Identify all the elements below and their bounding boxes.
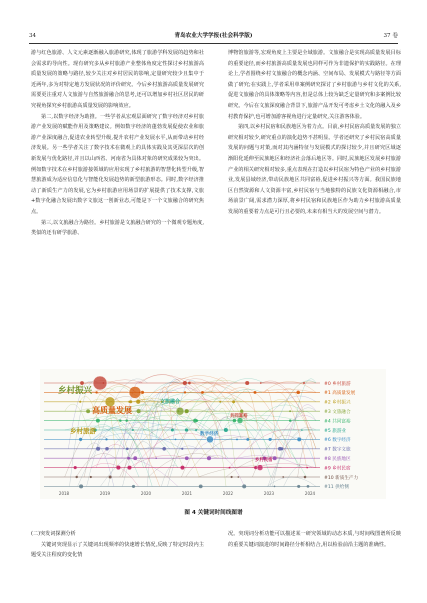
year-label: 2024 [304, 491, 316, 496]
keyword-node-major [129, 386, 141, 398]
keyword-node [95, 391, 97, 393]
keyword-node [246, 438, 249, 441]
keyword-node [233, 419, 236, 422]
keyword-node [254, 391, 257, 394]
keyword-label: 乡村民宿 [255, 458, 273, 463]
cluster-label: #10 新质生产力 [324, 475, 359, 481]
keyword-node [307, 485, 310, 488]
cluster-label: #4 共同富裕 [324, 419, 351, 425]
keyword-node [183, 381, 187, 385]
cluster-label: #1 高质量发展 [324, 391, 356, 397]
year-label: 2022 [222, 491, 234, 496]
keyword-node [296, 391, 300, 395]
bottom-left-column [31, 529, 204, 561]
header-rule [29, 43, 398, 44]
right-column [228, 48, 401, 218]
section-heading: (二)突发词探测分析 [31, 531, 76, 537]
keyword-node-major [176, 407, 184, 415]
keyword-node [195, 429, 197, 431]
keyword-node [240, 410, 243, 413]
keyword-node [219, 401, 221, 403]
left-column [31, 48, 204, 239]
keyword-node [229, 467, 231, 469]
paragraph: 博物馆旅游等,宏观角度上主要是全域旅游。文旅融合是实现高质量发展目标的重要途径,而乡村旅游高质量发展也同样可作为非遗保护的实践路径。在理论上,学者围绕乡村文旅融合的概念内涵、空间布局、发展模式与路径等方面做了研究;在实践上,学者采用单案例研究探讨了乡村旅游与乡村文化的关系,促进文旅融合的具体策略等内容,但是总体上较为缺乏定量研究和多案例比较研究。今后在文旅深度融合背景下,旅游产品开发可考虑乡土文化的融入及乡村教育保护,也可增加游客视角进行定量研究,关注游客体验。 [228, 50, 401, 120]
keyword-node [128, 401, 130, 403]
keyword-node [224, 428, 228, 432]
keyword-node [237, 476, 239, 478]
keyword-node [127, 457, 130, 460]
cluster-label: #7 数字文旅 [324, 447, 351, 453]
keyword-timeline-figure [40, 369, 386, 499]
keyword-node [75, 476, 77, 478]
keyword-node [301, 429, 303, 431]
keyword-node [297, 485, 300, 488]
keyword-node [105, 438, 107, 440]
keyword-node [207, 456, 211, 460]
keyword-node [184, 391, 186, 393]
journal-title: 青岛农业大学学报(社会科学版) [174, 33, 253, 39]
keyword-node [126, 447, 129, 450]
keyword-node [232, 400, 235, 403]
keyword-node [155, 457, 157, 459]
keyword-node [242, 484, 246, 488]
cluster-label: #9 乡村民宿 [324, 466, 351, 472]
volume-number: 37 卷 [383, 33, 398, 39]
keyword-label: 高质量发展 [92, 406, 132, 415]
keyword-node [274, 486, 276, 488]
keyword-node [193, 419, 197, 423]
keyword-node [185, 409, 189, 413]
keyword-node [181, 448, 183, 450]
keyword-node [125, 419, 128, 422]
year-label: 2020 [140, 491, 152, 496]
paragraph: 游与红色旅游、人文元素逐渐融入旅游研究,体现了旅游学科发展的趋势和社会需求的导向性。现有研究多从乡村旅游产业整体角度定性探讨乡村旅游高质量发展的策略与路径,较少关注对乡村居民的影响,定量研究较少且集中于近两年,多为对特定地方发展状况的评价研究。今后乡村旅游高质量发展研究需要更注重对人文旅游与自然旅游融合的思考,还可以增加乡村社区居民的研究视角探究乡村旅游高质量发展的影响效应。 [31, 50, 204, 109]
paragraph: 第四,以乡村民宿和民族地区为着力点。目前,乡村民宿高质量发展的独立研究相对较少,研究重点的演化趋势不甚明显。学者还研究了乡村民宿高质量发展的问题与对策,而对其内涵特征与发展模式的探讨较少,并且研究区域逐渐阳化延伸至民族地区和经济社会落后地区等。同时,民族地区发展乡村旅游产业的相关研究相对较多,重点表现在打造以乡村民宿为特色产业的乡村旅游业,发展县域经济,带动民族地区共同富裕,促进乡村振兴等方面。我国民族地区自然资源和人文资源丰富,乡村民宿与当地独特的民族文化资源相融合,市场前景广阔,需求潜力深厚,将乡村民宿和民族地区作为助力乡村旅游高质量发展的重要着力点是可行且必要的,未来有相当大的发展空间与潜力。 [228, 124, 401, 215]
keyword-node [79, 438, 82, 441]
keyword-node [282, 476, 284, 478]
keyword-node [304, 476, 307, 479]
keyword-node [79, 484, 83, 488]
keyword-node [132, 485, 135, 488]
keyword-label: 乡村旅游 [70, 427, 96, 435]
keyword-node [171, 429, 174, 432]
paragraph: 况。突现词分析功能可以描述某一研究领域的动态本质,与时间线图谱所反映的重要关键词演进的时间路径分析相结合,用以检验前沿主题的准确性。 [228, 531, 401, 548]
keyword-node [199, 485, 203, 489]
keyword-node [116, 466, 120, 470]
cluster-label: #5 旅游业 [324, 428, 347, 434]
year-label: 2021 [181, 491, 193, 496]
keyword-node [132, 429, 134, 431]
paragraph: 第二,以数字经济为助推。一些学者从宏观层面研究了数字经济对乡村旅游产业发展的赋能作用及策略建议。例如数字经济的蓬勃发展促使农业和旅游产业深度融合,促进农业转型升级,提升农村产业发展水平,从而带动乡村经济发展。另一些学者关注了数字技术在微观上的具体实践及其更深层次的创新发展与优化路径,并且以山西省、河南省为具体对象的研究成果较为突出。例如数字技术在乡村旅游接领域的应用实现了乡村旅游的智慧化转型升级,智慧旅游成为适应信息化与智能化发展趋势的新型旅游形态。同时,数字经济推动了新质生产力的发展,它为乡村旅游应用场景的扩展提供了技术支撑,文旅+数字化融合发展出数字文旅这一创新业态,可能是下一个文旅融合的研究焦点。 [31, 113, 204, 215]
keyword-node [185, 456, 189, 460]
cluster-label: #11 供给侧 [324, 485, 349, 491]
keyword-node [236, 438, 238, 440]
page-number: 34 [29, 33, 37, 39]
keyword-node [109, 476, 112, 479]
keyword-node [306, 467, 308, 469]
keyword-node [90, 476, 92, 478]
keyword-node [180, 466, 184, 470]
figure-caption: 图 4 关键词时间线图谱 [184, 510, 243, 516]
keyword-node [185, 428, 188, 431]
keyword-node [141, 391, 144, 394]
keyword-node [79, 401, 81, 403]
keyword-node [86, 409, 90, 413]
keyword-node [175, 439, 177, 441]
bottom-right-column [228, 529, 401, 550]
year-label: 2019 [99, 491, 111, 496]
keyword-node [231, 476, 233, 478]
timeline-graph [40, 369, 386, 499]
keyword-node [136, 400, 140, 404]
keyword-node [289, 410, 291, 412]
keyword-node [289, 419, 292, 422]
keyword-node [273, 456, 277, 460]
keyword-node [303, 382, 305, 384]
cluster-label: #3 文旅融合 [324, 410, 351, 415]
cluster-label: #0 乡村旅游 [324, 381, 351, 387]
keyword-node [280, 447, 283, 450]
keyword-node [74, 466, 77, 469]
keyword-node [128, 466, 132, 470]
keyword-node [297, 437, 301, 441]
cluster-label: #8 民族地区 [324, 457, 351, 462]
keyword-label: 数字经济 [200, 432, 219, 437]
running-head [29, 31, 398, 42]
keyword-node [269, 438, 272, 441]
keyword-node [119, 419, 121, 421]
year-label: 2018 [58, 491, 70, 496]
keyword-node [201, 391, 204, 394]
keyword-label: 共同富裕 [230, 414, 248, 419]
year-label: 2023 [263, 491, 275, 496]
keyword-node [80, 381, 84, 385]
keyword-node [137, 409, 141, 413]
keyword-label: 乡村振兴 [58, 386, 93, 396]
keyword-label: 文旅融合 [160, 399, 181, 405]
cluster-label: #6 数字经济 [324, 438, 351, 444]
keyword-node [96, 447, 100, 451]
keyword-node [162, 447, 166, 451]
keyword-node-major [93, 376, 107, 390]
paragraph: 第三,以文旅融合为路径。乡村旅游是文旅融合研究的一个微观专题角度,类似的还有研学旅游、 [31, 219, 204, 237]
keyword-node-major [257, 465, 263, 471]
keyword-node [260, 382, 262, 384]
keyword-node [245, 381, 249, 385]
paragraph: 关键词突现显示了关键词出现频率的快速增长情况,反映了特定时段内主题受关注程度的变化情 [31, 541, 204, 559]
cluster-label: #2 乡村振兴 [324, 400, 351, 406]
keyword-node [96, 419, 100, 423]
keyword-node [105, 447, 109, 451]
keyword-node [133, 456, 137, 460]
keyword-node [188, 382, 191, 385]
